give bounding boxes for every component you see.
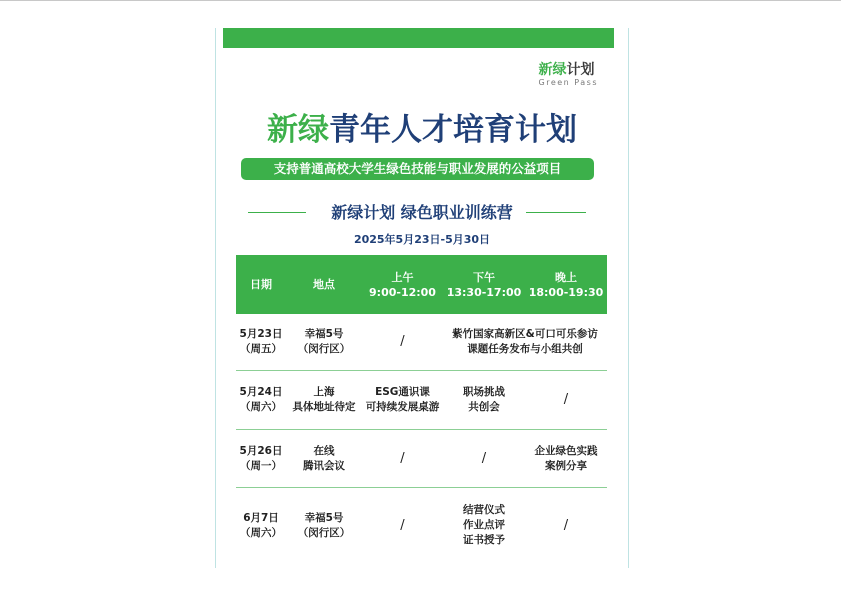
logo-text-cn: 新绿计划 — [538, 62, 595, 78]
header-place: 地点 — [286, 255, 362, 314]
subtitle-banner: 支持普通高校大学生绿色技能与职业发展的公益项目 — [241, 158, 594, 180]
cell-afternoon-evening: 紫竹国家高新区&可口可乐参访 课题任务发布与小组共创 — [443, 314, 607, 371]
cell-date: 5月23日 （周五） — [236, 314, 286, 371]
window-top-border — [0, 0, 841, 1]
poster-title: 新绿青年人才培育计划 — [267, 112, 577, 148]
header-date: 日期 — [236, 255, 286, 314]
cell-afternoon: / — [443, 430, 525, 488]
cell-place: 上海 具体地址待定 — [286, 371, 362, 430]
cell-place: 幸福5号 （闵行区） — [286, 314, 362, 371]
poster-top-bar — [223, 28, 614, 48]
logo-text-en: Green Pass — [538, 78, 598, 87]
cell-place: 幸福5号 （闵行区） — [297, 511, 351, 539]
cell-evening: / — [525, 371, 607, 430]
header-afternoon: 下午 13:30-17:00 — [443, 255, 525, 314]
cell-date: 5月26日 （周一） — [236, 430, 286, 488]
cell-place: 在线 腾讯会议 — [286, 430, 362, 488]
cell-morning: / — [362, 314, 443, 371]
cell-date: 5月24日 （周六） — [236, 371, 286, 430]
schedule-table — [236, 255, 607, 563]
camp-title-divider-right — [526, 212, 586, 213]
cell-morning: / — [400, 517, 405, 533]
table-row — [236, 488, 607, 564]
cell-morning: ESG通识课 可持续发展桌游 — [362, 371, 443, 430]
green-pass-logo — [539, 62, 598, 88]
table-row — [236, 314, 607, 371]
cell-afternoon: 结营仪式 作业点评 证书授予 — [463, 504, 505, 546]
cell-date: 6月7日 （周六） — [240, 511, 282, 539]
cell-morning: / — [362, 430, 443, 488]
header-evening: 晚上 18:00-19:30 — [525, 255, 607, 314]
camp-title: 新绿计划 绿色职业训练营 — [331, 203, 513, 222]
cell-afternoon: 职场挑战 共创会 — [443, 371, 525, 430]
header-morning: 上午 9:00-12:00 — [362, 255, 443, 314]
table-header-row — [236, 255, 607, 314]
poster — [215, 28, 629, 568]
table-row — [236, 371, 607, 430]
cell-evening: 企业绿色实践 案例分享 — [525, 430, 607, 488]
cell-evening: / — [563, 517, 569, 533]
table-row — [236, 430, 607, 488]
date-range: 2025年5月23日-5月30日 — [353, 233, 491, 246]
